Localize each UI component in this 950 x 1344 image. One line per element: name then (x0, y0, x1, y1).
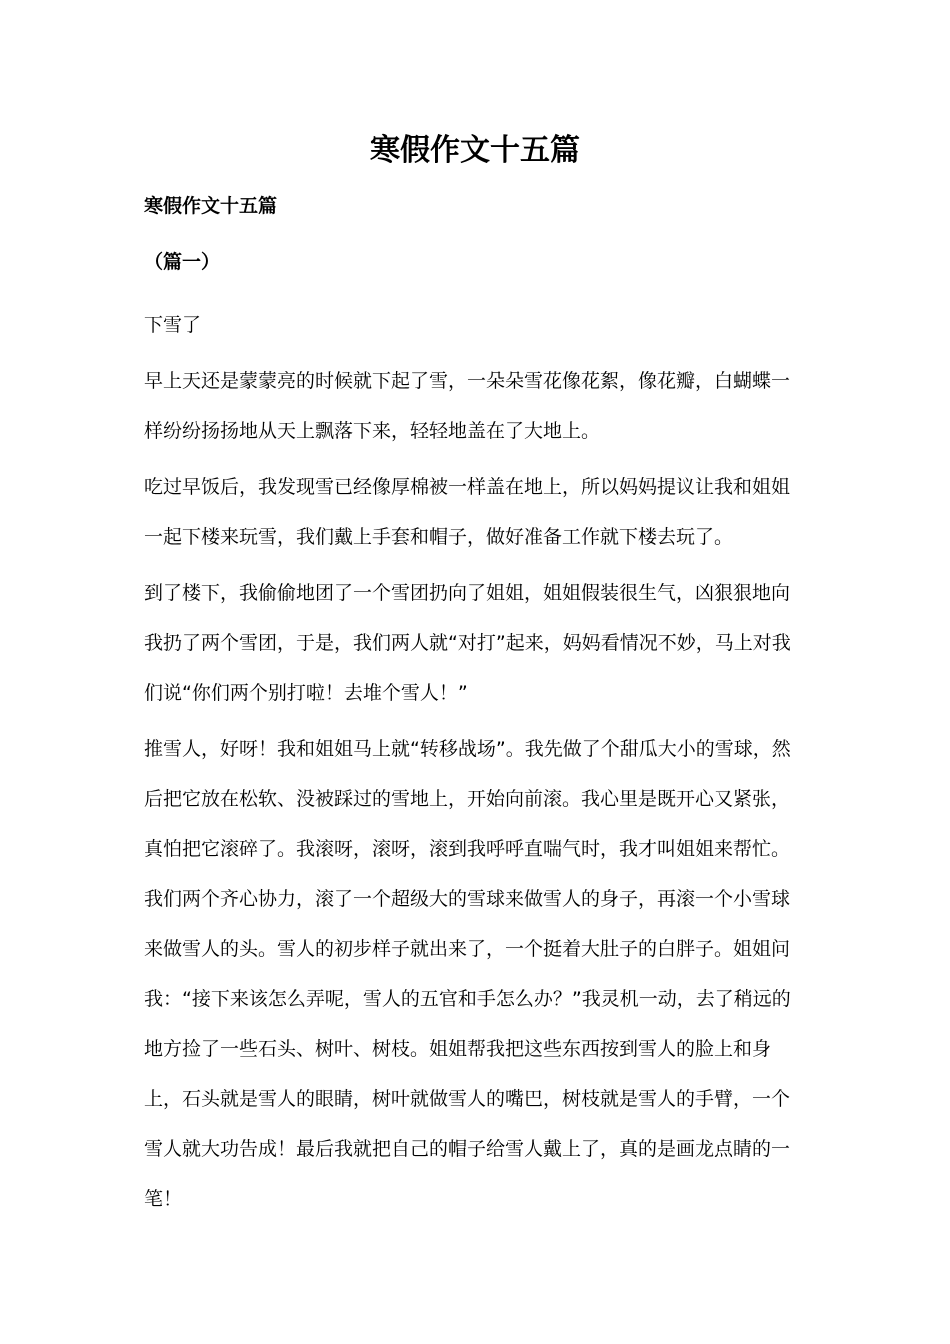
paragraph-2: 吃过早饭后，我发现雪已经像厚棉被一样盖在地上，所以妈妈提议让我和姐姐一起下楼来玩雪，我们戴上手套和帽子，做好准备工作就下楼去玩了。 (144, 476, 791, 548)
document-title: 寒假作文十五篇 (370, 133, 580, 168)
paragraph-3: 到了楼下，我偷偷地团了一个雪团扔向了姐姐，姐姐假装很生气，凶狠狠地向我扔了两个雪团，于是，我们两人就“对打”起来，妈妈看情况不妙，马上对我们说“你们两个别打啦！去堆个雪人！” (144, 582, 791, 704)
paragraph-1: 早上天还是蒙蒙亮的时候就下起了雪，一朵朵雪花像花絮，像花瓣，白蝴蝶一样纷纷扬扬地从天上飘落下来，轻轻地盖在了大地上。 (144, 370, 791, 442)
paragraph-4: 推雪人，好呀！我和姐姐马上就“转移战场”。我先做了个甜瓜大小的雪球，然后把它放在松软、没被踩过的雪地上，开始向前滚。我心里是既开心又紧张，真怕把它滚碎了。我滚呀，滚呀，滚到我呼呼直喘气时，我才叫姐姐来帮忙。我们两个齐心协力，滚了一个超级大的雪球来做雪人的身子，再滚一个小雪球来做雪人的头。雪人的初步样子就出来了，一个挺着大肚子的白胖子。姐姐问我：“接下来该怎么弄呢，雪人的五官和手怎么办？”我灵机一动，去了稍远的地方捡了一些石头、树叶、树枝。姐姐帮我把这些东西按到雪人的脸上和身上，石头就是雪人的眼睛，树叶就做雪人的嘴巴，树枝就是雪人的手臂，一个雪人就大功告成！最后我就把自己的帽子给雪人戴上了，真的是画龙点睛的一笔！ (144, 738, 791, 1210)
section-label: （篇一） (144, 251, 221, 273)
essay-body (144, 300, 808, 1230)
essay-title: 下雪了 (144, 314, 202, 336)
document-subtitle: 寒假作文十五篇 (144, 195, 278, 217)
